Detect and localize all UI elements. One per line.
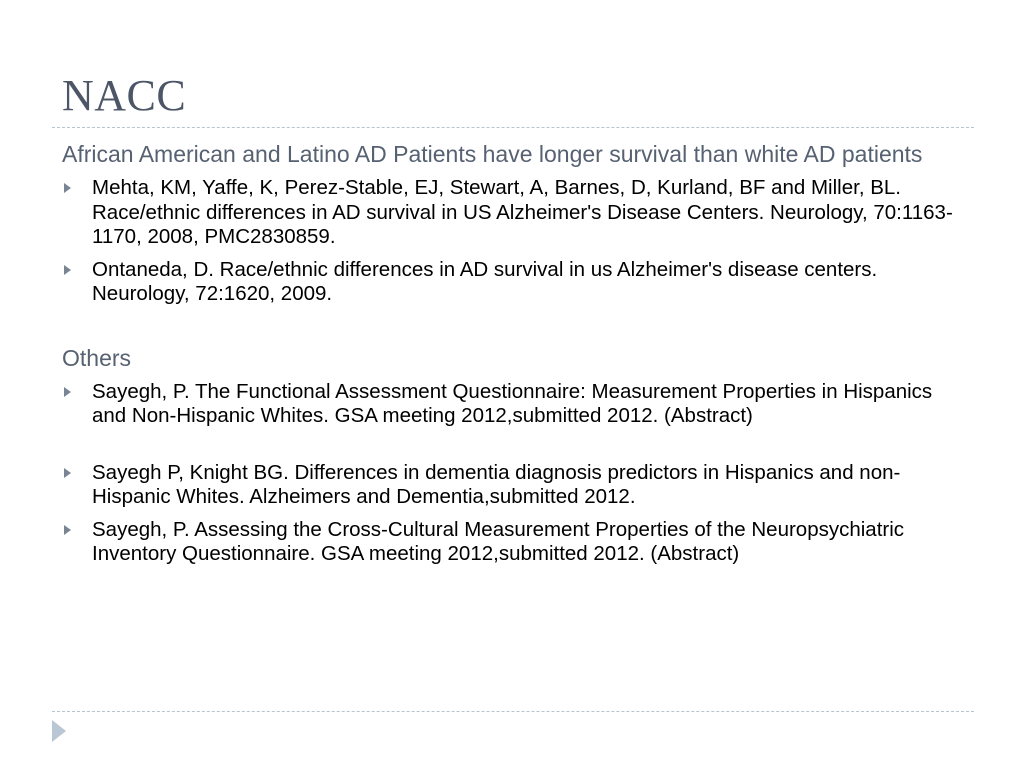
footer-divider	[52, 711, 974, 712]
triangle-bullet-icon	[64, 265, 71, 275]
reference-list-nacc	[62, 176, 962, 307]
reference-text: Mehta, KM, Yaffe, K, Perez-Stable, EJ, Stewart, A, Barnes, D, Kurland, BF and Miller, BL. Race/ethnic differences in AD survival in US Alzheimer's Disease Centers. Neurology, 70:1163-1170, 2008, PMC2830859.	[92, 176, 953, 248]
reference-item	[62, 380, 962, 429]
reference-text: Sayegh, P. The Functional Assessment Questionnaire: Measurement Properties in Hispanics and Non-Hispanic Whites. GSA meeting 2012,submitted 2012. (Abstract)	[92, 379, 933, 427]
reference-text: Sayegh, P. Assessing the Cross-Cultural Measurement Properties of the Neuropsychiatric Inventory Questionnaire. GSA meeting 2012,submitted 2012. (Abstract)	[92, 517, 905, 565]
triangle-bullet-icon	[64, 525, 71, 535]
reference-item	[62, 258, 962, 307]
reference-list-others	[62, 380, 962, 567]
slide-title: NACC	[62, 71, 187, 120]
reference-text: Ontaneda, D. Race/ethnic differences in AD survival in us Alzheimer's disease centers. Neurology, 72:1620, 2009.	[92, 257, 878, 305]
reference-item	[62, 176, 962, 250]
next-slide-arrow-icon[interactable]	[52, 720, 66, 742]
reference-item	[62, 518, 962, 567]
reference-text: Sayegh P, Knight BG. Differences in dementia diagnosis predictors in Hispanics and non-Hispanic Whites. Alzheimers and Dementia,submitted 2012.	[92, 460, 901, 508]
triangle-bullet-icon	[64, 183, 71, 193]
title-divider	[52, 127, 974, 128]
slide-body	[62, 141, 962, 567]
section-heading-others: Others	[62, 344, 132, 371]
reference-item	[62, 461, 962, 510]
section-heading-nacc: African American and Latino AD Patients have longer survival than white AD patients	[62, 141, 923, 167]
triangle-bullet-icon	[64, 468, 71, 478]
triangle-bullet-icon	[64, 387, 71, 397]
